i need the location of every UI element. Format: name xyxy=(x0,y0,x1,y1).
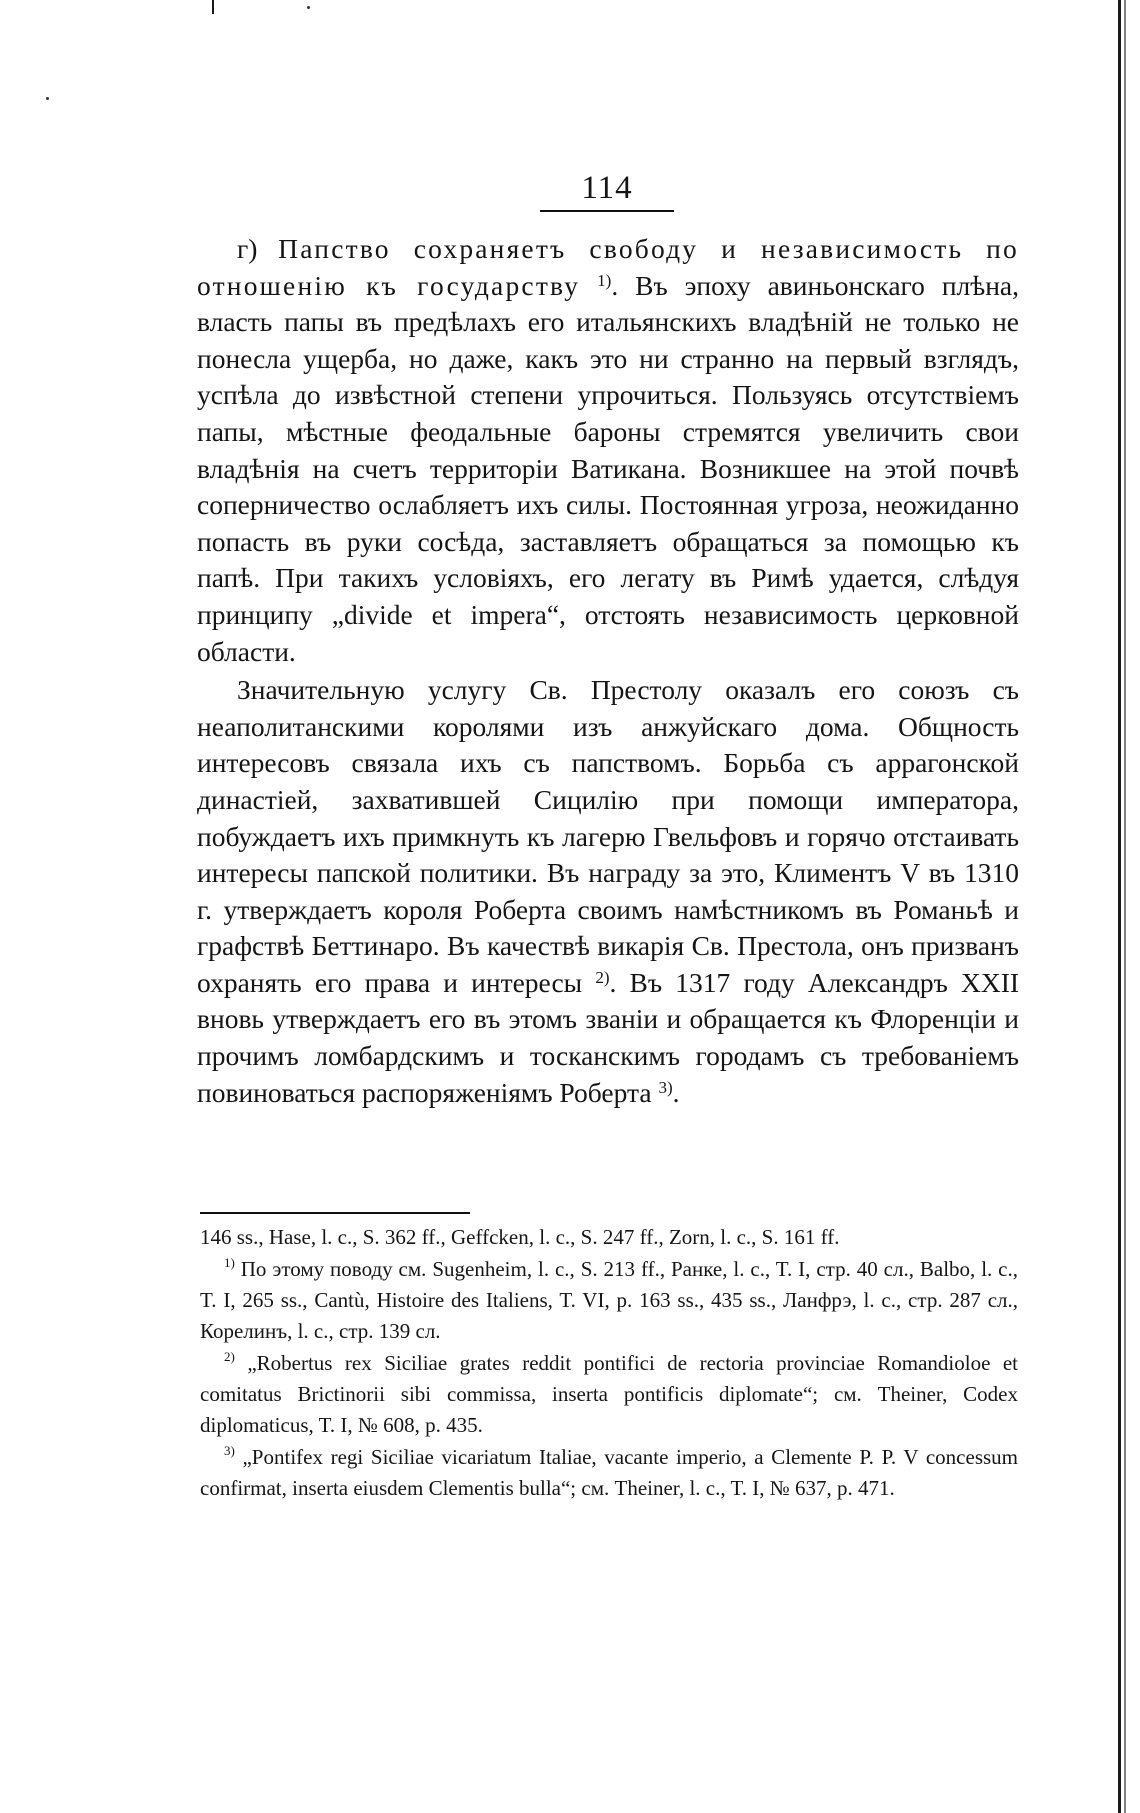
footnote-3 xyxy=(200,1442,1018,1504)
footnote-ref-3[interactable]: 3) xyxy=(658,1077,673,1097)
page-number-rule xyxy=(540,210,674,212)
page-number: 114 xyxy=(581,170,633,206)
page-edge-line xyxy=(1118,0,1121,1813)
footnote-marker: 1) xyxy=(224,1255,235,1270)
footnote-continued: 146 ss., Hase, l. c., S. 362 ff., Geffcken, l. c., S. 247 ff., Zorn, l. c., S. 161 ff. xyxy=(200,1225,840,1249)
paragraph-papacy-independence xyxy=(197,231,1019,670)
paragraph-lead: Папство сохраняетъ свободу и независимость по отношенію къ государству xyxy=(197,233,1019,301)
footnote-text: По этому поводу см. Sugenheim, l. c., S. 213 ff., Ранке, l. c., T. I, стр. 40 сл., Balbo, l. c., T. I, 265 ss., Cantù, Histoire des Italiens, T. VI, p. 163 ss., 435 ss., Ланфрэ, l. c., стр. 287 сл., Корелинъ, l. c., стр. 139 сл. xyxy=(200,1257,1019,1343)
page-edge-line-shadow xyxy=(1124,0,1126,1813)
main-text xyxy=(197,231,1019,1113)
footnote-1 xyxy=(200,1254,1018,1347)
paragraph-text: Значительную услугу Св. Престолу оказалъ его союзъ съ неаполитанскими королями изъ анжуйскаго дома. Общность интересовъ связала ихъ съ папствомъ. Борьба съ аррагонской династіей, захватившей Сицилію при помощи императора, побуждаетъ ихъ примкнуть къ лагерю Гвельфовъ и горячо отстаивать интересы папской политики. Въ награду за это, Климентъ V въ 1310 г. утверждаетъ короля Роберта своимъ намѣстникомъ въ Романьѣ и графствѣ Беттинаро. Въ качествѣ викарія Св. Престола, онъ призванъ охранять его права и интересы xyxy=(197,674,1019,998)
footnote-separator xyxy=(200,1212,470,1214)
footnotes xyxy=(200,1222,1018,1505)
footnote-marker: 2) xyxy=(224,1349,235,1364)
paragraph-text: . Въ эпоху авиньонскаго плѣна, власть папы въ предѣлахъ его итальянскихъ владѣній не только не понесла ущерба, но даже, какъ это ни странно на первый взглядъ, успѣла до извѣстной степени упрочиться. Пользуясь отсутствіемъ папы, мѣстные феодальные бароны стремятся увеличить свои владѣнія на счетъ территоріи Ватикана. Возникшее на этой почвѣ соперничество ослабляетъ ихъ силы. Постоянная угроза, неожиданно попасть въ руки сосѣда, заставляетъ обращаться за помощью къ папѣ. При такихъ условіяхъ, его легату въ Римѣ удается, слѣдуя принципу „divide et impera“, отстоять независимость церковной области. xyxy=(197,269,1019,667)
footnote-2 xyxy=(200,1348,1018,1441)
footnote-ref-1[interactable]: 1) xyxy=(597,270,612,290)
footnote-text: „Robertus rex Siciliae grates reddit pontifici de rectoria provinciae Romandioloe et comitatus Brictinorii sibi commissa, inserta pontificis diplomate“; см. Theiner, Codex diplomaticus, T. I, № 608, p. 435. xyxy=(200,1351,1019,1437)
footnote-ref-2[interactable]: 2) xyxy=(595,967,610,987)
footnote-marker: 3) xyxy=(224,1443,235,1458)
paragraph-neapolitan-alliance xyxy=(197,672,1019,1111)
paragraph-end: . xyxy=(672,1076,680,1108)
scan-speck xyxy=(46,97,49,100)
paragraph-text: . Въ 1317 году Александръ XXII вновь утверждаетъ его въ этомъ званіи и обращается къ Флоренціи и прочимъ ломбардскимъ и тосканскимъ городамъ съ требованіемъ повиноваться распоряженіямъ Роберта xyxy=(197,966,1020,1108)
paragraph-label: г) xyxy=(237,233,258,264)
scan-mark xyxy=(212,0,214,14)
scan-speck xyxy=(307,6,310,9)
footnote-text: „Pontifex regi Siciliae vicariatum Italiae, vacante imperio, a Clemente P. P. V concessum confirmat, inserta eiusdem Clementis bulla“; см. Theiner, l. c., T. I, № 637, p. 471. xyxy=(200,1445,1019,1500)
